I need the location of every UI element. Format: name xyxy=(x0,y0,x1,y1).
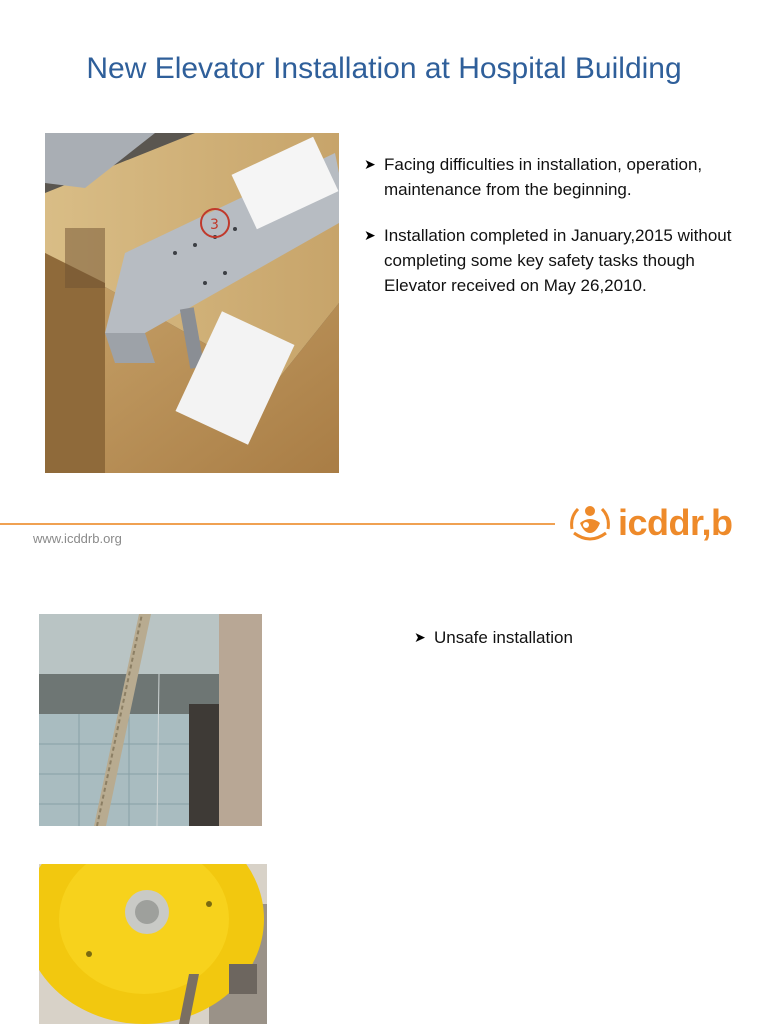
logo-text: icddr,b xyxy=(618,502,733,543)
photo-marking: 3 xyxy=(210,217,219,233)
icddrb-logo-icon xyxy=(566,499,614,547)
bullet-text: Facing difficulties in installation, operation, maintenance from the beginning. xyxy=(384,155,703,199)
icddrb-logo xyxy=(566,498,741,548)
arrowhead-bullet-icon: ➤ xyxy=(364,156,376,172)
bullet-list xyxy=(346,152,736,319)
footer-url[interactable]: www.icddrb.org xyxy=(33,531,122,546)
bullet-list-2 xyxy=(396,625,736,671)
bullet-text: Unsafe installation xyxy=(434,628,573,647)
photo-unsafe-installation-rope xyxy=(39,614,262,826)
photo-elevator-crate xyxy=(45,133,339,473)
bullet-item xyxy=(396,625,736,650)
bullet-item xyxy=(346,152,736,202)
photo-elevator-sheave xyxy=(39,864,267,1024)
footer-divider xyxy=(0,523,555,525)
arrowhead-bullet-icon: ➤ xyxy=(414,629,426,645)
bullet-text: Installation completed in January,2015 without completing some key safety tasks though Elevator received on May 26,2010. xyxy=(384,226,732,295)
slide-title: New Elevator Installation at Hospital Building xyxy=(86,52,682,85)
arrowhead-bullet-icon: ➤ xyxy=(364,227,376,243)
bullet-item xyxy=(346,223,736,298)
